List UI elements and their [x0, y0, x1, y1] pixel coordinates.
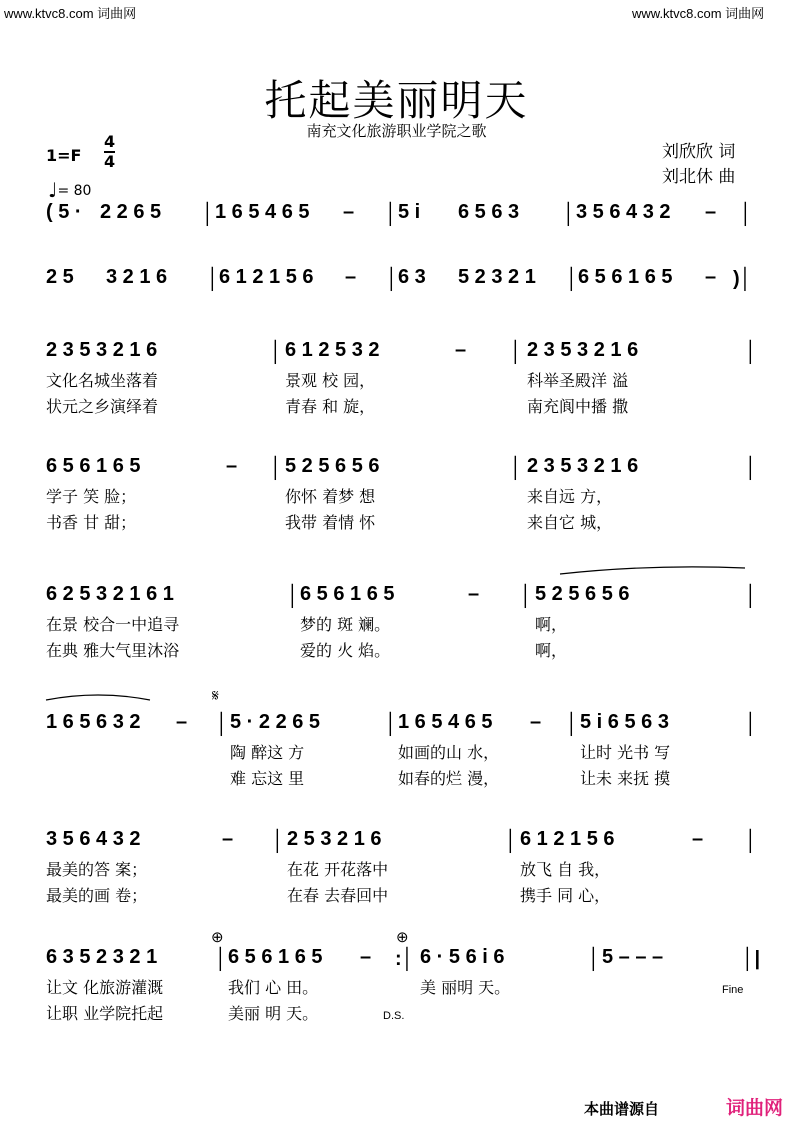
barline: :│	[395, 948, 415, 970]
lyric-verse-1: 科举圣殿洋 溢	[527, 371, 629, 390]
lyric-verse-2: 美丽 明 天。	[228, 1004, 319, 1023]
song-title: 托起美丽明天	[264, 76, 529, 125]
barline: │	[563, 203, 576, 225]
barline: │	[207, 268, 220, 290]
melody-notes: 5 i 6 5 6 3	[580, 711, 669, 733]
melody-notes: –	[705, 266, 717, 288]
lyric-verse-2: 啊，	[535, 641, 568, 660]
barline: │	[588, 948, 601, 970]
lyric-verse-2: 爱的 火 焰。	[300, 641, 391, 660]
lyric-verse-2: 难 忘这 里	[230, 769, 305, 788]
melody-notes: 2 5 3 2 1 6	[287, 828, 382, 850]
melody-notes: 5 i	[398, 201, 421, 223]
melody-notes: 2 3 5 3 2 1 6	[527, 455, 639, 477]
quarter-note-icon: ♩	[48, 178, 58, 202]
barline: │	[287, 585, 300, 607]
lyric-verse-2: 书香 甘 甜；	[46, 513, 137, 532]
melody-notes: –	[455, 339, 467, 361]
lyric-verse-1: 在花 开花落中	[287, 860, 389, 879]
melody-notes: –	[360, 946, 372, 968]
melody-notes: –	[530, 711, 542, 733]
lyric-verse-2: 在春 去春回中	[287, 886, 389, 905]
lyric-verse-1: 让文 化旅游灌溉	[46, 978, 164, 997]
melody-notes: 1 6 5 4 6 5	[398, 711, 493, 733]
lyric-verse-2: 如春的烂 漫，	[398, 769, 500, 788]
melody-notes: –	[222, 828, 234, 850]
slur-arc	[46, 695, 150, 700]
barline: │	[510, 341, 523, 363]
melody-notes: –	[692, 828, 704, 850]
song-subtitle: 南充文化旅游职业学院之歌	[306, 122, 487, 140]
lyric-verse-1: 学子 笑 脸；	[46, 487, 137, 506]
melody-notes: 6 5 6 1 6 5	[46, 455, 141, 477]
melody-notes: 2 3 5 3 2 1 6	[527, 339, 639, 361]
melody-notes: 2 3 5 3 2 1 6	[46, 339, 158, 361]
ds-mark: D.S.	[383, 1010, 405, 1022]
barline: │	[385, 203, 398, 225]
melody-notes: 6 5 6 1 6 5	[300, 583, 395, 605]
lyric-verse-1: 来自远 方，	[527, 487, 613, 506]
melody-notes: 3 2 1 6	[106, 266, 168, 288]
lyric-verse-1: 最美的答 案；	[46, 860, 148, 879]
key-signature: 1=F	[46, 146, 82, 165]
tempo-value: = 80	[57, 183, 92, 199]
lyricist-credit: 刘欣欣 词	[662, 142, 736, 162]
melody-notes: 6 5 6 1 6 5	[228, 946, 323, 968]
barline: │	[270, 341, 283, 363]
barline: │	[745, 457, 758, 479]
lyric-verse-2: 携手 同 心，	[520, 886, 611, 905]
melody-notes: 6 3 5 2 3 2 1	[46, 946, 158, 968]
lyric-verse-2: 青春 和 旋，	[285, 397, 376, 416]
lyric-verse-2: 让职 业学院托起	[46, 1004, 164, 1023]
barline: │	[386, 268, 399, 290]
barline: │	[745, 713, 758, 735]
barline: │	[385, 713, 398, 735]
coda-mark-1: ⊕	[211, 929, 224, 946]
barline: │	[202, 203, 215, 225]
lyric-verse-2: 我带 着情 怀	[285, 513, 376, 532]
composer-credit: 刘北休 曲	[662, 167, 736, 187]
melody-notes: 5 2 5 6 5 6	[535, 583, 630, 605]
barline: │|	[742, 948, 761, 970]
melody-notes: 5 – – –	[602, 946, 664, 968]
lyric-verse-2: 状元之乡演绎着	[46, 397, 159, 416]
melody-notes: 3 5 6 4 3 2	[46, 828, 141, 850]
melody-notes: 6 · 5 6 i 6	[420, 946, 505, 968]
barline: )│	[733, 268, 753, 290]
coda-mark-2: ⊕	[396, 929, 409, 946]
lyric-verse-1: 文化名城坐落着	[46, 371, 159, 390]
lyric-verse-1: 景观 校 园，	[285, 371, 376, 390]
melody-notes: 6 5 6 1 6 5	[578, 266, 673, 288]
melody-notes: 2 2 6 5	[100, 201, 162, 223]
lyric-verse-1: 你怀 着梦 想	[285, 487, 376, 506]
melody-notes: 6 2 5 3 2 1 6 1	[46, 583, 174, 605]
melody-notes: 5 · 2 2 6 5	[230, 711, 321, 733]
melody-notes: 6 3	[398, 266, 426, 288]
meter-bottom: 4	[104, 152, 116, 171]
melody-notes: –	[343, 201, 355, 223]
melody-notes: 5 2 5 6 5 6	[285, 455, 380, 477]
barline: │	[505, 830, 518, 852]
melody-notes: 3 5 6 4 3 2	[576, 201, 671, 223]
barline: │	[740, 203, 753, 225]
melody-notes: ( 5 ·	[46, 201, 82, 223]
lyric-verse-2: 最美的画 卷；	[46, 886, 148, 905]
watermark-left: www.ktvc8.com 词曲网	[4, 6, 137, 21]
barline: │	[216, 713, 229, 735]
slur-arc	[560, 567, 745, 574]
melody-notes: 6 1 2 5 3 2	[285, 339, 380, 361]
lyric-verse-2: 南充阆中播 撒	[527, 397, 629, 416]
melody-notes: 6 1 2 1 5 6	[219, 266, 314, 288]
melody-notes: 6 5 6 3	[458, 201, 520, 223]
melody-notes: –	[226, 455, 238, 477]
barline: │	[520, 585, 533, 607]
barline: │	[215, 948, 228, 970]
footer-source: 本曲谱源自	[584, 1100, 660, 1118]
melody-notes: –	[705, 201, 717, 223]
lyric-verse-1: 陶 醉这 方	[230, 743, 305, 762]
lyric-verse-1: 放飞 自 我，	[520, 860, 611, 879]
lyric-verse-1: 如画的山 水，	[398, 743, 500, 762]
segno-mark: 𝄋	[212, 688, 219, 705]
meter-top: 4	[104, 132, 116, 151]
barline: │	[745, 341, 758, 363]
lyric-verse-1: 在景 校合一中追寻	[46, 615, 180, 634]
barline: │	[566, 713, 579, 735]
melody-notes: 5 2 3 2 1	[458, 266, 536, 288]
lyric-verse-1: 让时 光书 写	[580, 743, 671, 762]
fine-mark: Fine	[722, 984, 744, 996]
barline: │	[745, 830, 758, 852]
barline: │	[270, 457, 283, 479]
melody-notes: –	[468, 583, 480, 605]
melody-notes: 2 5	[46, 266, 74, 288]
barline: │	[745, 585, 758, 607]
melody-notes: 1 6 5 6 3 2	[46, 711, 141, 733]
lyric-verse-1: 美 丽明 天。	[420, 978, 511, 997]
barline: │	[566, 268, 579, 290]
footer-logo: 词曲网	[726, 1097, 784, 1119]
lyric-verse-2: 让未 来抚 摸	[580, 769, 671, 788]
barline: │	[510, 457, 523, 479]
melody-notes: –	[345, 266, 357, 288]
lyric-verse-1: 啊，	[535, 615, 568, 634]
lyric-verse-2: 在典 雅大气里沐浴	[46, 641, 180, 660]
watermark-right: www.ktvc8.com 词曲网	[632, 6, 765, 21]
melody-notes: 1 6 5 4 6 5	[215, 201, 310, 223]
barline: │	[272, 830, 285, 852]
lyric-verse-1: 梦的 斑 斓。	[300, 615, 391, 634]
lyric-verse-1: 我们 心 田。	[228, 978, 319, 997]
melody-notes: –	[176, 711, 188, 733]
lyric-verse-2: 来自它 城，	[527, 513, 613, 532]
melody-notes: 6 1 2 1 5 6	[520, 828, 615, 850]
